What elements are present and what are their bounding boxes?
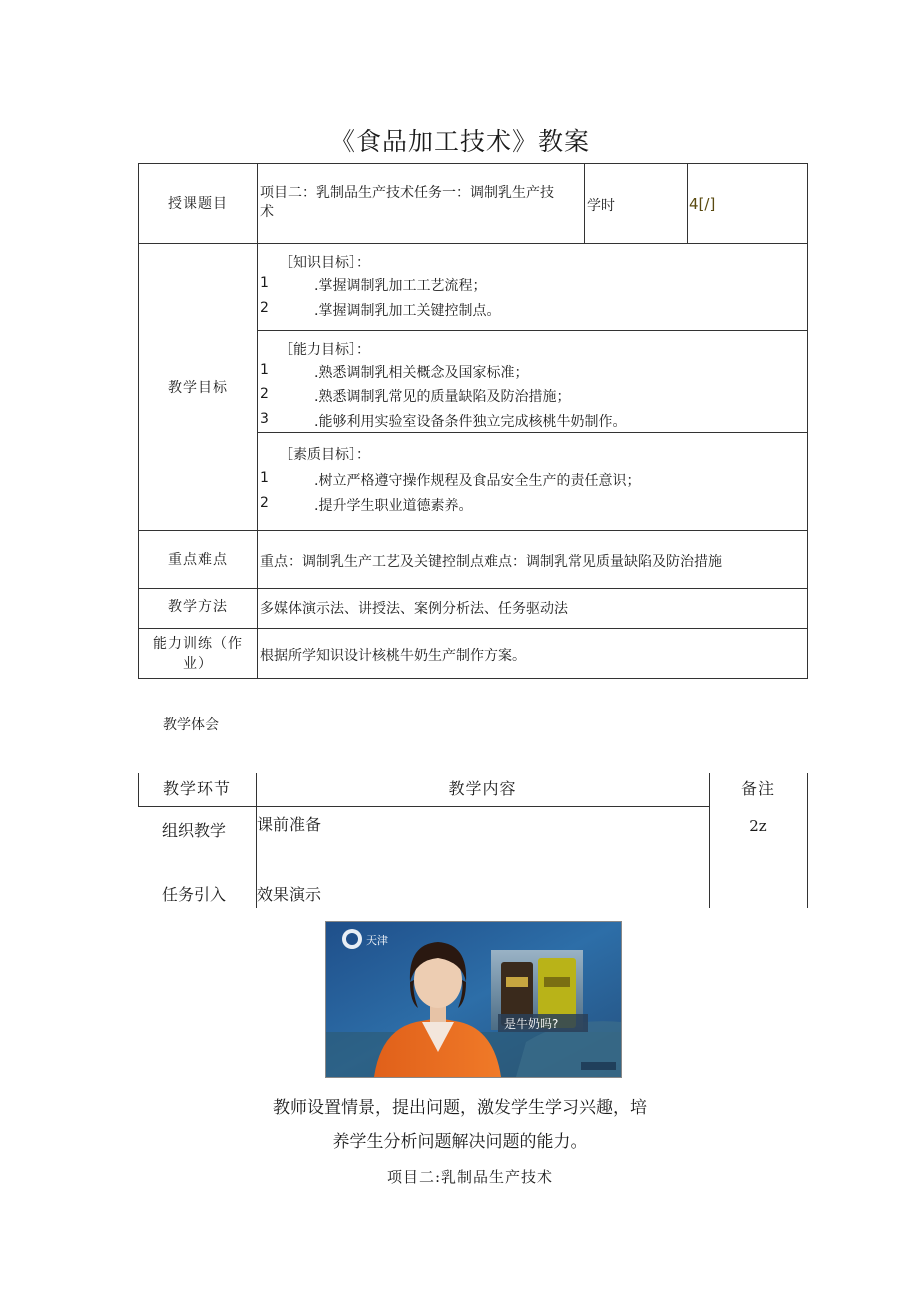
- lesson-plan-table: [138, 163, 808, 679]
- caption-line1: 教师设置情景，提出问题，激发学生学习兴趣，培: [273, 1098, 647, 1118]
- hours-value: 4[/]: [689, 195, 716, 213]
- knowledge-item-num: 2: [260, 300, 269, 316]
- ability-item-num: 3: [260, 411, 269, 427]
- ability-header: ［能力目标］：: [279, 342, 370, 358]
- goals-label: 教学目标: [168, 380, 228, 396]
- table-row-stage: 组织教学: [162, 821, 227, 840]
- page-footer: 项目二:乳制品生产技术: [386, 1168, 554, 1186]
- quality-header: ［素质目标］：: [279, 447, 370, 463]
- document-title: 《食品加工技术》教案: [329, 127, 590, 156]
- topic-value-line1: 项目二：乳制品生产技术任务一：调制乳生产技: [260, 185, 554, 201]
- col-header-stage: 教学环节: [162, 779, 231, 798]
- quality-item-num: 2: [260, 495, 269, 511]
- table-row-content: 课前准备: [257, 815, 322, 834]
- channel-logo: 天津: [366, 934, 388, 947]
- topic-label: 授课题目: [168, 196, 228, 212]
- teaching-steps-table: [138, 773, 808, 908]
- knowledge-item-num: 1: [260, 275, 269, 291]
- quality-item-text: .提升学生职业道德素养。: [314, 498, 473, 514]
- news-broadcast-photo: [325, 921, 622, 1078]
- training-label-line2: 业）: [183, 656, 213, 672]
- ability-item-text: .熟悉调制乳相关概念及国家标准；: [314, 365, 529, 381]
- knowledge-item-text: .掌握调制乳加工工艺流程；: [314, 278, 487, 294]
- key-points-label: 重点难点: [168, 552, 228, 568]
- training-label-line1: 能力训练（作: [153, 636, 243, 652]
- reflection-label: 教学体会: [163, 717, 219, 733]
- topic-value-line2: 术: [260, 204, 274, 220]
- screen-caption: 是牛奶吗?: [504, 1017, 559, 1031]
- ability-item-text: .熟悉调制乳常见的质量缺陷及防治措施；: [314, 389, 571, 405]
- quality-item-num: 1: [260, 470, 269, 486]
- hours-label: 学时: [587, 198, 615, 214]
- col-header-note: 备注: [740, 779, 775, 798]
- table-row-stage: 任务引入: [162, 885, 227, 904]
- methods-label: 教学方法: [168, 599, 228, 615]
- ability-item-num: 1: [260, 362, 269, 378]
- quality-item-text: .树立严格遵守操作规程及食品安全生产的责任意识；: [314, 473, 641, 489]
- methods-value: 多媒体演示法、讲授法、案例分析法、任务驱动法: [260, 601, 568, 617]
- table-row-note: 2z: [749, 817, 767, 835]
- col-header-content: 教学内容: [448, 779, 517, 798]
- knowledge-header: ［知识目标］：: [279, 255, 370, 271]
- table-row-content: 效果演示: [257, 885, 322, 904]
- training-value: 根据所学知识设计核桃牛奶生产制作方案。: [260, 648, 526, 664]
- key-points-value: 重点：调制乳生产工艺及关键控制点难点：调制乳常见质量缺陷及防治措施: [260, 554, 722, 570]
- ability-item-text: .能够利用实验室设备条件独立完成核桃牛奶制作。: [314, 414, 627, 430]
- ability-item-num: 2: [260, 386, 269, 402]
- topic-value: [260, 184, 582, 222]
- knowledge-item-text: .掌握调制乳加工关键控制点。: [314, 303, 501, 319]
- training-label: [139, 634, 257, 674]
- caption-line2: 养学生分析问题解决问题的能力。: [332, 1132, 588, 1152]
